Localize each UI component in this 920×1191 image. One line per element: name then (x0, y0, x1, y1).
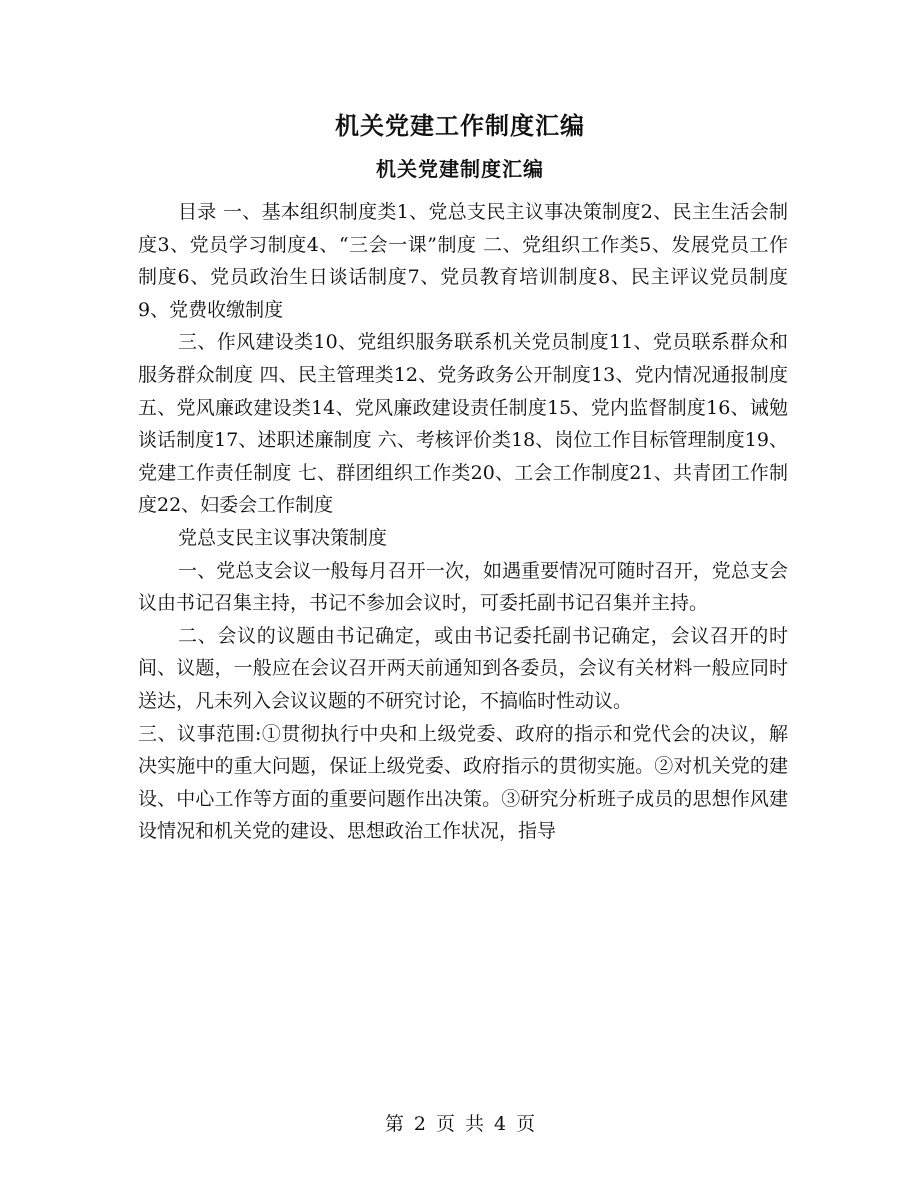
rule-paragraph-2: 二、会议的议题由书记确定，或由书记委托副书记确定，会议召开的时间、议题，一般应在会议召开两天前通知到各委员，会议有关材料一般应同时送达，凡未列入会议议题的不研究讨论，不搞临时性动议。 (138, 624, 788, 712)
section-heading: 党总支民主议事决策制度 (178, 526, 388, 549)
toc-paragraph-2: 三、作风建设类10、党组织服务联系机关党员制度11、党员联系群众和服务群众制度 四、民主管理类12、党务政务公开制度13、党内情况通报制度 五、党风廉政建设类14、党风廉政建设责任制度15、党内监督制度16、诫勉谈话制度17、述职述廉制度 六、考核评价类18、岗位工作目标管理制度19、党建工作责任制度 七、群团组织工作类20、工会工作制度21、共青团工作制度22、妇委会工作制度 (138, 331, 788, 517)
document-subtitle: 机关党建制度汇编 (376, 157, 544, 181)
rule-paragraph-3: 三、议事范围:①贯彻执行中央和上级党委、政府的指示和党代会的决议，解决实施中的重大问题，保证上级党委、政府指示的贯彻实施。②对机关党的建设、中心工作等方面的重要问题作出决策。③研究分析班子成员的思想作风建设情况和机关党的建设、思想政治工作状况，指导 (138, 722, 788, 843)
page-number-footer: 第 2 页 共 4 页 (384, 1113, 536, 1135)
rule-paragraph-1: 一、党总支会议一般每月召开一次，如遇重要情况可随时召开，党总支会议由书记召集主持，书记不参加会议时，可委托副书记召集并主持。 (138, 559, 788, 615)
toc-paragraph-1: 目录 一、基本组织制度类1、党总支民主议事决策制度2、民主生活会制度3、党员学习制度4、“三会一课”制度 二、党组织工作类5、发展党员工作制度6、党员政治生日谈话制度7、党员教育培训制度8、民主评议党员制度9、党费收缴制度 (138, 201, 788, 321)
document-title: 机关党建工作制度汇编 (335, 111, 585, 140)
document-body (138, 196, 788, 848)
